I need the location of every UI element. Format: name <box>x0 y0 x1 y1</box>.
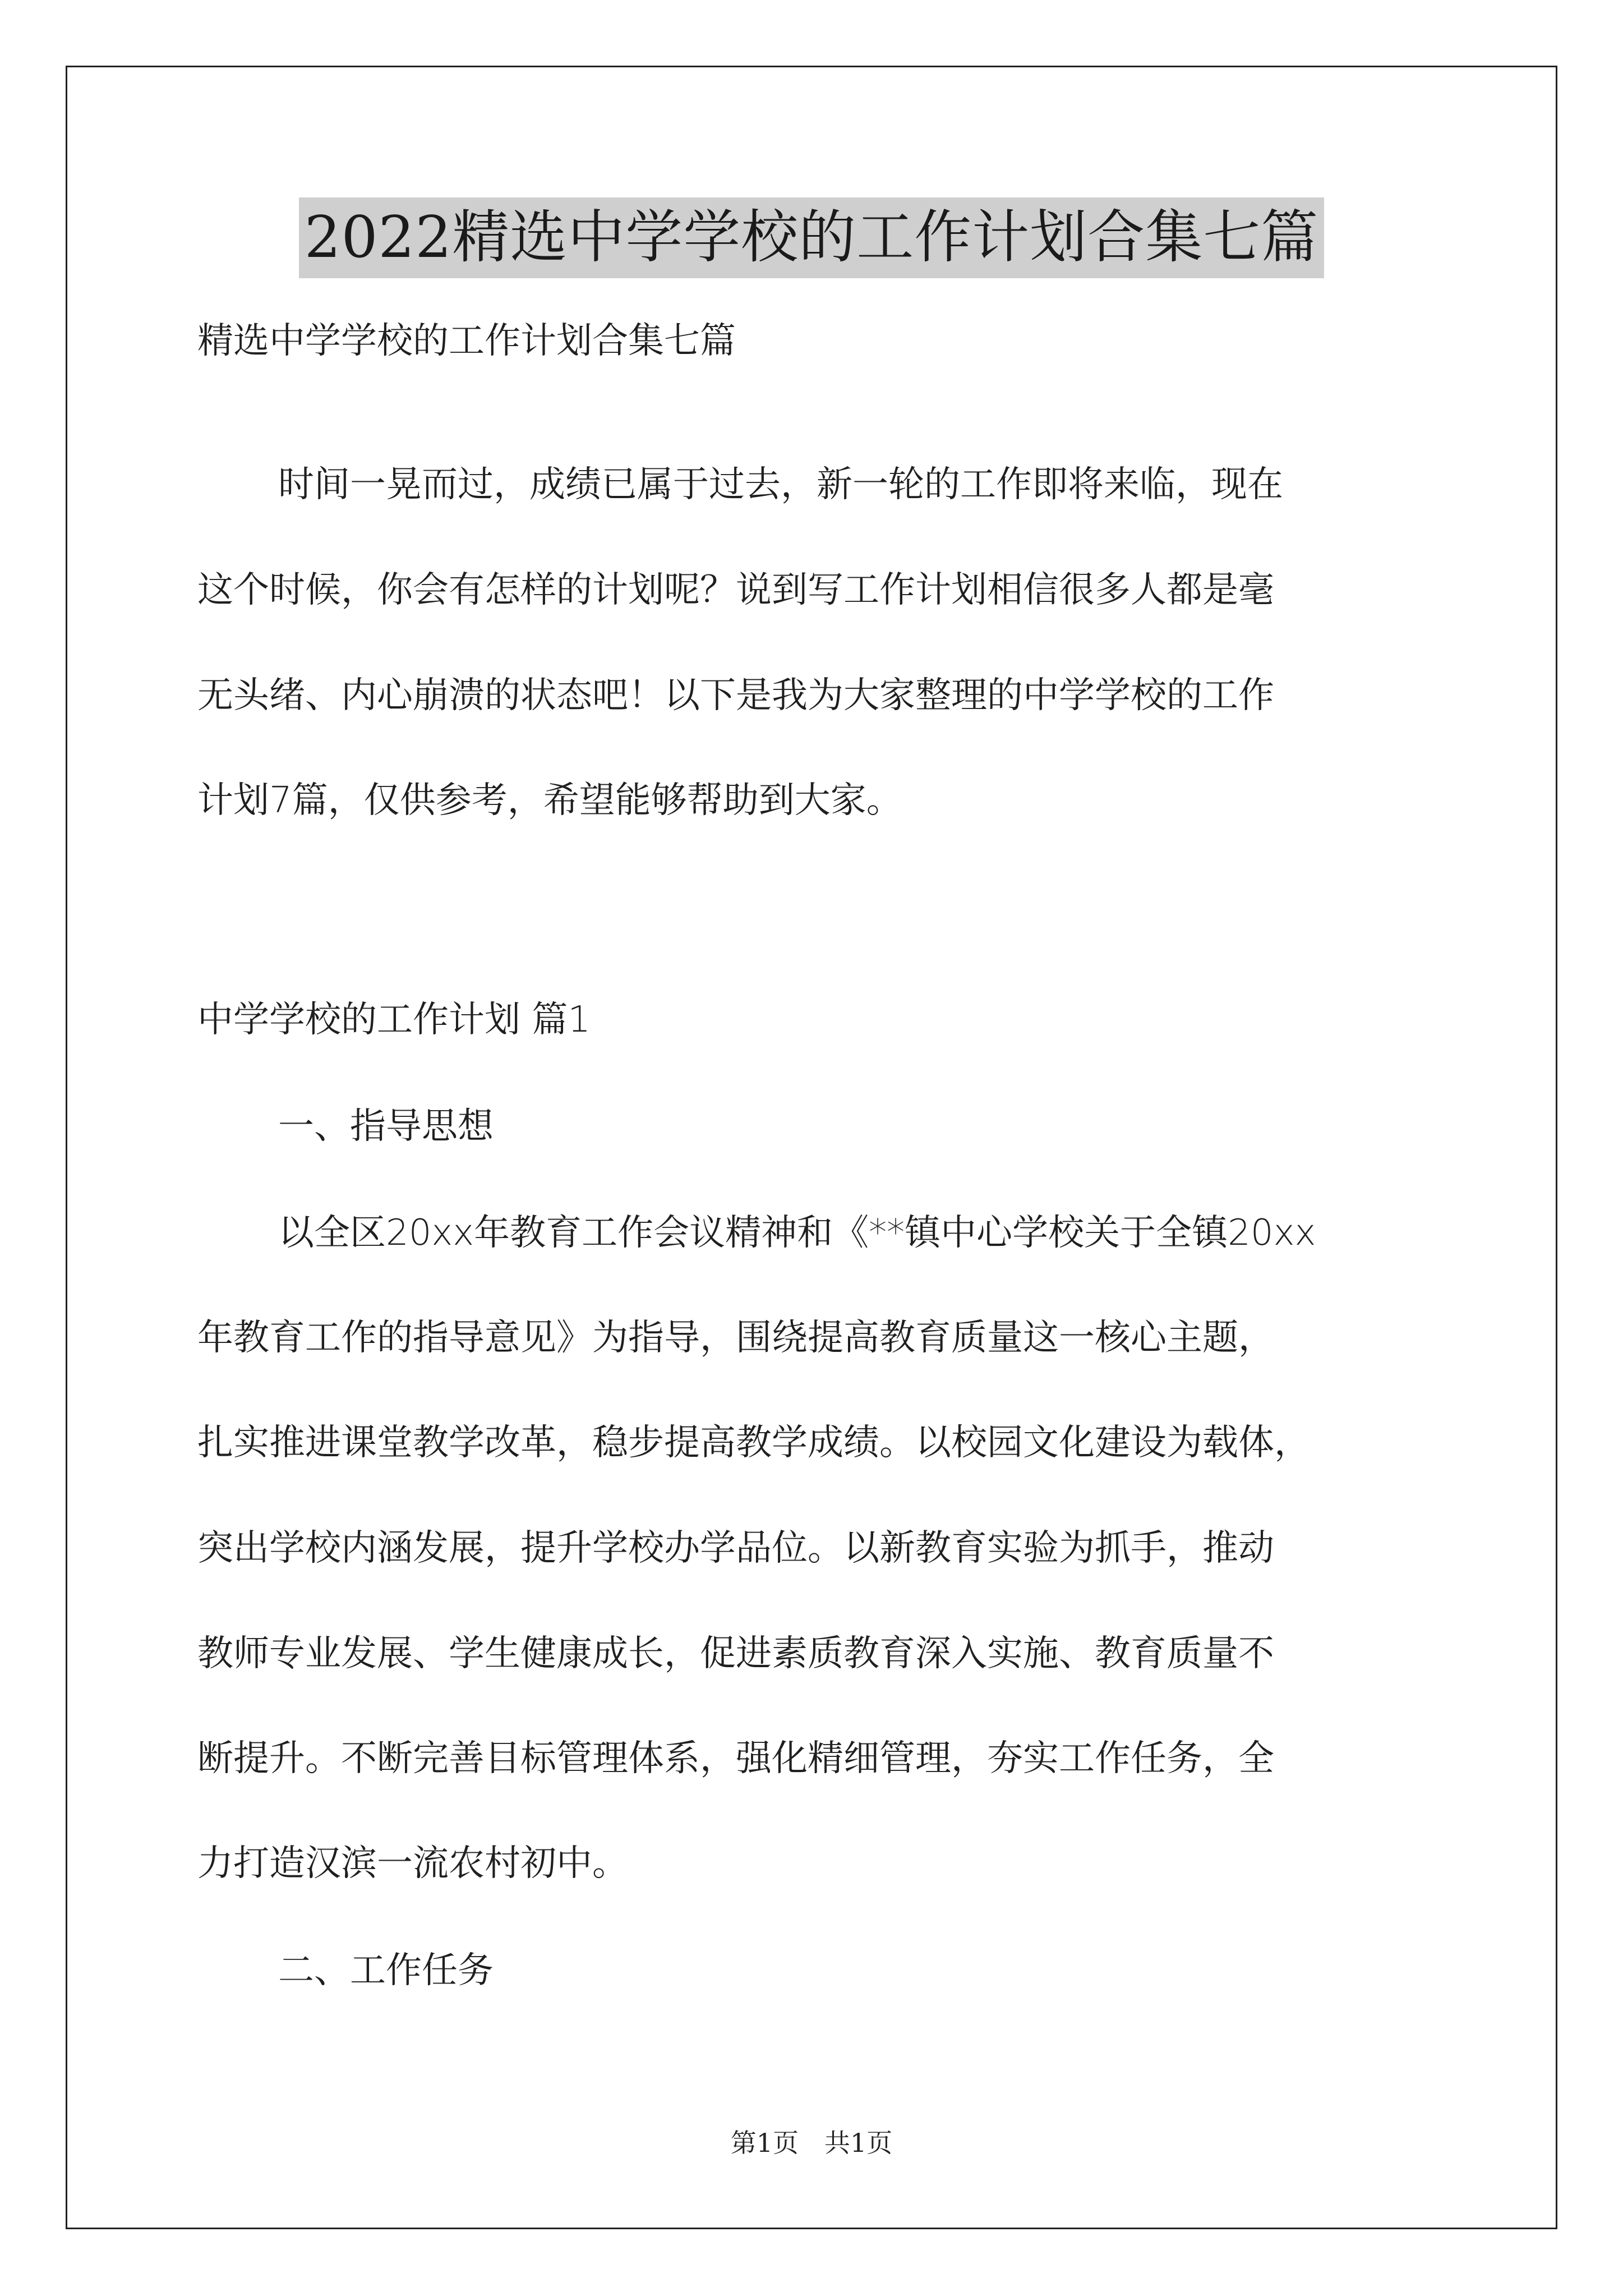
subheading-work-tasks: 二、工作任务 <box>278 1950 494 1991</box>
subtitle-line: 精选中学学校的工作计划合集七篇 <box>197 320 736 362</box>
page-footer: 第1页 共1页 <box>730 2128 893 2158</box>
document-title: 2022精选中学学校的工作计划合集七篇 <box>299 197 1325 278</box>
body-line: 力打造汉滨一流农村初中。 <box>197 1843 628 1884</box>
intro-line: 这个时候，你会有怎样的计划呢？说到写工作计划相信很多人都是毫 <box>197 569 1274 611</box>
body-line: 断提升。不断完善目标管理体系，强化精细管理，夯实工作任务，全 <box>197 1738 1274 1779</box>
subheading-guiding-ideology: 一、指导思想 <box>278 1106 494 1147</box>
body-line: 教师专业发展、学生健康成长，促进素质教育深入实施、教育质量不 <box>197 1633 1274 1674</box>
body-line: 扎实推进课堂教学改革，稳步提高教学成绩。以校园文化建设为载体， <box>197 1422 1310 1464</box>
body-line: 突出学校内涵发展，提升学校办学品位。以新教育实验为抓手，推动 <box>197 1527 1274 1569</box>
intro-line: 计划7篇，仅供参考，希望能够帮助到大家。 <box>197 780 902 821</box>
body-line: 以全区20xx年教育工作会议精神和《**镇中心学校关于全镇20xx <box>278 1212 1316 1254</box>
section-heading: 中学学校的工作计划 篇1 <box>197 999 591 1041</box>
intro-line: 时间一晃而过，成绩已属于过去，新一轮的工作即将来临，现在 <box>278 464 1283 505</box>
title-container <box>0 197 1623 278</box>
intro-line: 无头绪、内心崩溃的状态吧！以下是我为大家整理的中学学校的工作 <box>197 675 1274 716</box>
body-line: 年教育工作的指导意见》为指导，围绕提高教育质量这一核心主题， <box>197 1317 1274 1359</box>
